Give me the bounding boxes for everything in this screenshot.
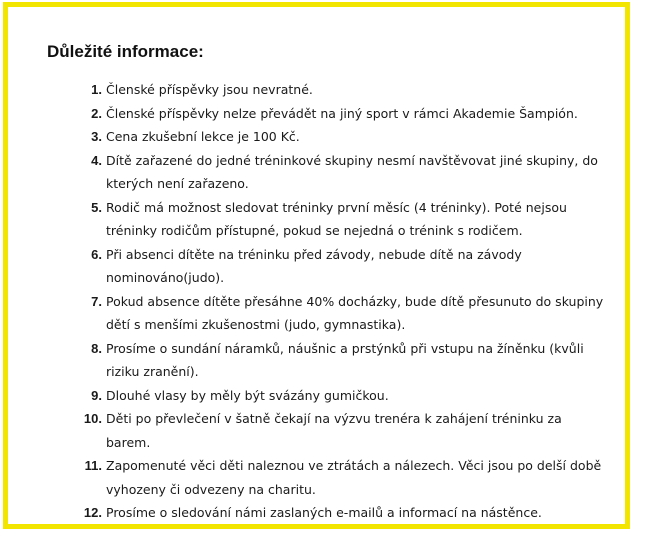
list-item-6 xyxy=(78,243,608,290)
list-item-number: 1. xyxy=(91,82,102,97)
list-item-text: Prosíme o sundání náramků, náušnic a prstýnků při vstupu na žíněnku (kvůli riziku zranění). xyxy=(106,340,584,379)
list-item-7 xyxy=(78,290,608,337)
list-item-text: Rodič má možnost sledovat tréninky první měsíc (4 tréninky). Poté nejsou tréninky rodičům přístupné, pokud se nejedná o trénink s rodičem. xyxy=(106,199,567,238)
list-item-number: 11. xyxy=(84,458,102,473)
list-item-number: 2. xyxy=(91,105,102,121)
list-item-number: 5. xyxy=(91,199,102,215)
list-item-text: Zapomenuté věci děti naleznou ve ztrátách a nálezech. Věci jsou po delší době vyhozeny či odvezeny na charitu. xyxy=(106,458,602,497)
list-item-4 xyxy=(78,149,608,196)
list-item-text: Cena zkušební lekce je 100 Kč. xyxy=(106,129,300,144)
list-item-number: 8. xyxy=(91,340,102,356)
page-title: Důležité informace: xyxy=(47,42,204,61)
list-item-1 xyxy=(78,78,608,102)
list-item-5 xyxy=(78,196,608,243)
list-item-text: Dítě zařazené do jedné tréninkové skupiny nesmí navštěvovat jiné skupiny, do kterých není zařazeno. xyxy=(106,152,598,191)
list-item-3 xyxy=(78,125,608,149)
list-item-number: 6. xyxy=(91,246,102,262)
list-item-10 xyxy=(78,407,608,454)
list-item-number: 3. xyxy=(91,129,102,144)
list-item-text: Prosíme o sledování námi zaslaných e-mailů a informací na nástěnce. xyxy=(106,505,542,520)
list-item-number: 4. xyxy=(91,152,102,168)
list-item-number: 10. xyxy=(83,411,102,426)
list-item-text: Děti po převlečení v šatně čekají na výzvu trenéra k zahájení tréninku za barem. xyxy=(106,411,562,450)
list-item-text: Členské příspěvky jsou nevratné. xyxy=(106,82,313,97)
info-list xyxy=(78,78,608,525)
list-item-9 xyxy=(78,384,608,408)
list-item-2 xyxy=(78,102,608,126)
list-item-12 xyxy=(78,501,608,525)
list-item-11 xyxy=(78,454,608,501)
list-item-number: 9. xyxy=(91,387,102,403)
list-item-8 xyxy=(78,337,608,384)
list-item-text: Pokud absence dítěte přesáhne 40% docházky, bude dítě přesunuto do skupiny dětí s menšími zkušenostmi (judo, gymnastika). xyxy=(106,293,604,332)
list-item-text: Při absenci dítěte na tréninku před závody, nebude dítě na závody nominováno(judo). xyxy=(106,246,522,285)
list-item-number: 12. xyxy=(83,505,102,520)
list-item-number: 7. xyxy=(91,293,102,309)
list-item-text: Dlouhé vlasy by měly být svázány gumičkou. xyxy=(106,387,389,403)
list-item-text: Členské příspěvky nelze převádět na jiný sport v rámci Akademie Šampión. xyxy=(106,105,578,121)
